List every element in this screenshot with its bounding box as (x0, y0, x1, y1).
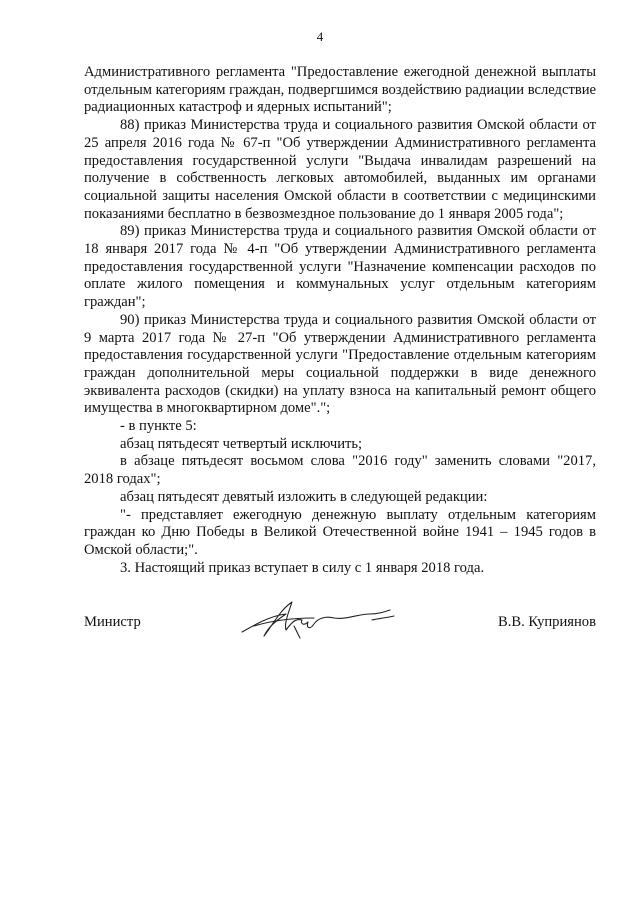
signatory-name: В.В. Куприянов (498, 614, 596, 630)
paragraph-item-90: 90) приказ Министерства труда и социального развития Омской области от 9 марта 2017 года № 27-п "Об утверждении Административного регламента предоставления государственной услуги "Предоставление отдельным категориям граждан дополнительной меры социальной поддержки в виде денежного эквивалента расходов (скидки) на уплату взноса на капитальный ремонт общего имущества в многоквартирном доме"."; (84, 311, 596, 417)
paragraph-item-88: 88) приказ Министерства труда и социального развития Омской области от 25 апреля 2016 года № 67-п "Об утверждении Административного регламента предоставления государственной услуги "Выдача инвалидам разрешений на получение в собственность легковых автомобилей, выданных им органами социальной защиты населения Омской области в соответствии с медицинскими показаниями бесплатно в безвозмездное пользование до 1 января 2005 года"; (84, 117, 596, 222)
paragraph-item-89: 89) приказ Министерства труда и социального развития Омской области от 18 января 2017 года № 4-п "Об утверждении Административного регламента предоставления государственной услуги "Назначение компенсации расходов по оплате жилого помещения и коммунальных услуг отдельным категориям граждан"; (84, 223, 596, 311)
paragraph-replace-58: в абзаце пятьдесят восьмом слова "2016 году" заменить словами "2017, 2018 годах"; (84, 453, 596, 488)
document-body (84, 64, 596, 577)
paragraph-exclude-54: абзац пятьдесят четвертый исключить; (120, 435, 363, 452)
handwritten-signature (234, 596, 404, 642)
paragraph-restate-59: абзац пятьдесят девятый изложить в следующей редакции: (120, 488, 488, 505)
page-number: 4 (316, 29, 324, 44)
paragraph-effective-date: 3. Настоящий приказ вступает в силу с 1 января 2018 года. (120, 559, 485, 576)
paragraph-new-text: "- представляет ежегодную денежную выплату отдельным категориям граждан ко Дню Победы в Великой Отечественной войне 1941 – 1945 годов в Омской области;". (84, 506, 596, 558)
signatory-title: Министр (84, 614, 141, 630)
signature-block (84, 596, 596, 646)
paragraph-continuation: Административного регламента "Предоставление ежегодной денежной выплаты отдельным категориям граждан, подвергшимся воздействию радиации вследствие радиационных катастроф и ядерных испытаний"; (84, 64, 597, 116)
paragraph-point-5: - в пункте 5: (120, 418, 197, 435)
